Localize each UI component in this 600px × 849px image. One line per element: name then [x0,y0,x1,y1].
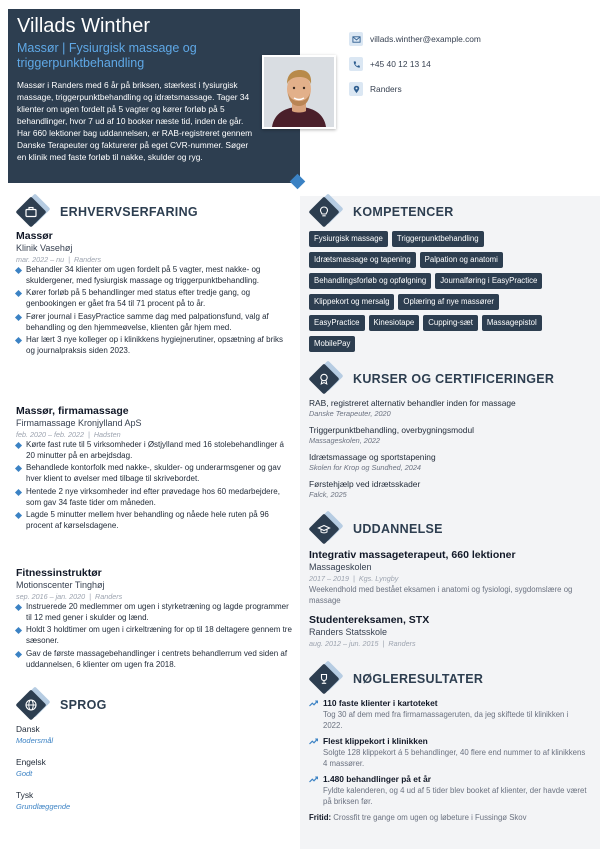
skill-chip: Kinesiotape [369,315,420,331]
skill-chip: Palpation og anatomi [420,252,503,268]
section-header-experience [16,197,198,227]
freetime-text: Crossfit tre gange om ugen og løbeture i Fussingø Skov [333,813,527,822]
award-ribbon-icon [309,364,339,394]
skill-chip: Triggerpunktbehandling [392,231,484,247]
header-box [8,9,300,183]
course-meta: Falck, 2025 [309,490,347,499]
section-header-courses [309,364,554,394]
bullet-item: Behandler 34 klienter om ugen fordelt på 5 vagter, mest nakke- og skuldergener, med fysiurgisk massage og triggerpunktbehandling. [16,265,292,286]
skill-chip: Cupping-sæt [423,315,478,331]
education-period: 2017 – 2019 [309,574,349,583]
education-title: Studentereksamen, STX [309,614,430,626]
contact-location [349,82,481,96]
education-meta: 2017 – 2019 | Kgs. Lyngby [309,574,399,583]
section-header-skills [309,197,454,227]
language-level: Godt [16,769,33,778]
job-meta: sep. 2016 – jan. 2020 | Randers [16,592,123,601]
course-name: RAB, registreret alternativ behandler inden for massage [309,398,516,408]
result-title: 1.480 behandlinger på et år [323,774,431,784]
education-meta: aug. 2012 – jun. 2015 | Randers [309,639,416,648]
freetime-line [309,812,589,823]
bullet-item: Instruerede 20 medlemmer om ugen i styrketræning og lagde programmer til 12 med gener i skulder og lænd. [16,602,292,623]
section-title-skills: KOMPETENCER [353,205,454,219]
bullet-item: Behandlede kontorfolk med nakke-, skulder- og underarmsgener og gav hver klient to øvelser med tilbage til skrivebordet. [16,463,292,484]
skill-chip: Oplæring af nye massører [398,294,499,310]
phone-text: +45 40 12 13 14 [370,59,431,69]
bullet-item: Kører forløb på 5 behandlinger med status efter tredje gang, og genbookingen er gået fra 54 til 71 procent på to år. [16,288,292,309]
briefcase-icon [16,197,46,227]
result-item [309,698,589,731]
education-place: Kgs. Lyngby [358,574,399,583]
course-meta: Danske Terapeuter, 2020 [309,409,391,418]
job-entry-2 [16,405,292,534]
job-period: feb. 2020 – feb. 2022 [16,430,84,439]
language-name: Tysk [16,790,34,800]
course-name: Triggerpunktbehandling, overbygningsmodul [309,425,474,435]
result-description: Solgte 128 klippekort á 5 behandlinger, 40 flere end nummer to af klinikkens 4 massører. [323,748,586,768]
education-period: aug. 2012 – jun. 2015 [309,639,379,648]
skill-chip: Massagepistol [482,315,542,331]
job-title: Massør [16,230,53,242]
skills-list [309,231,559,357]
trend-up-icon [309,738,318,745]
result-description: Fyldte kalenderen, og 4 ud af 5 tider blev booket af klienter, der havde været på briksen før. [323,786,587,806]
result-title: Flest klippekort i klinikken [323,736,428,746]
bullet-item: Holdt 3 holdtimer om ugen i cirkeltræning for op til 18 deltagere gennem tre sæsoner. [16,625,292,646]
job-title: Massør, firmamassage [16,405,129,417]
skill-chip: Behandlingsforløb og opfølgning [309,273,431,289]
course-name: Idrætsmassage og sportstapening [309,452,436,462]
language-name: Dansk [16,724,40,734]
trophy-icon [309,664,339,694]
skill-chip: Idrætsmassage og tapening [309,252,416,268]
language-name: Engelsk [16,757,46,767]
job-period: mar. 2022 – nu [16,255,65,264]
job-entry-1 [16,230,292,359]
globe-icon [16,690,46,720]
section-title-results: NØGLERESULTATER [353,672,484,686]
graduation-cap-icon [309,514,339,544]
job-bullets [16,602,292,670]
job-period: sep. 2016 – jan. 2020 [16,592,86,601]
section-title-courses: KURSER OG CERTIFICERINGER [353,372,555,386]
education-school: Randers Statsskole [309,627,388,637]
job-meta: feb. 2020 – feb. 2022 | Hadsten [16,430,121,439]
location-text: Randers [370,84,402,94]
skill-chip: EasyPractice [309,315,365,331]
section-title-languages: SPROG [60,698,107,712]
courses-list [309,398,589,506]
bullet-item: Fører journal i EasyPractice samme dag med palpationsfund, valg af behandling og den hjemmeøvelse, klienten går hjem med. [16,312,292,333]
profile-summary: Massør i Randers med 6 år på briksen, stærkest i fysiurgisk massage, triggerpunktbehandling og idrætsmassage. Tager 34 klienter om ugen fordelt på 5 vagter og kører forløb på 5 behandlinger, hvor 7 ud af 10 booker næste tid, inden de går. Har 660 lektioner bag uddannelsen, er RAB-registreret gennem Danske Terapeuter og fakturerer på eget CVR-nummer. Søger en klinik med faste forløb til nakke, skulder og ryg. [17,80,253,162]
job-bullets [16,265,292,357]
lightbulb-icon [309,197,339,227]
bullet-item: Kørte fast rute til 5 virksomheder i Østjylland med 16 stolebehandlinger á 20 minutter på en arbejdsdag. [16,440,292,461]
skill-chip: MobilePay [309,336,355,352]
portrait-image [264,57,334,127]
bullet-item: Har lært 3 nye kolleger op i klinikkens hygiejnerutiner, opsætning af briks og journalpraksis siden 2023. [16,335,292,356]
education-school: Massageskolen [309,562,372,572]
section-title-experience: ERHVERVSERFARING [60,205,198,219]
job-company: Motionscenter Tinghøj [16,580,105,590]
location-pin-icon [349,82,363,96]
contact-info [349,32,481,107]
freetime-label: Fritid: [309,813,332,822]
phone-icon [349,57,363,71]
skill-chip: Klippekort og mersalg [309,294,394,310]
course-name: Førstehjælp ved idrætsskader [309,479,421,489]
section-header-languages [16,690,107,720]
job-place: Randers [73,255,102,264]
job-company: Firmamassage Kronjylland ApS [16,418,142,428]
candidate-name: Villads Winther [17,15,151,37]
language-level: Grundlæggende [16,802,71,811]
education-list [309,549,589,649]
section-header-results [309,664,483,694]
email-text: villads.winther@example.com [370,34,481,44]
languages-list [16,724,292,823]
education-description: Weekendhold med bestået eksamen i anatomi og fysiologi, sygdomslære og massage [309,585,573,605]
job-place: Randers [95,592,123,601]
language-level: Modersmål [16,736,54,745]
skill-chip: Fysiurgisk massage [309,231,388,247]
section-header-education [309,514,443,544]
job-entry-3 [16,567,292,672]
result-title: 110 faste klienter i kartoteket [323,698,438,708]
job-company: Klinik Vasehøj [16,243,73,253]
bullet-item: Hentede 2 nye virksomheder ind efter prøvedage hos 60 medarbejdere, som gav 34 faste tider om måneden. [16,487,292,508]
trend-up-icon [309,776,318,783]
job-meta: mar. 2022 – nu | Randers [16,255,102,264]
education-title: Integrativ massageterapeut, 660 lektioner [309,549,516,561]
job-place: Hadsten [93,430,121,439]
candidate-role: Massør | Fysiurgisk massage og triggerpunktbehandling [17,41,197,70]
result-description: Tog 30 af dem med fra firmamassageruten, da jeg skiftede til klinikken i 2022. [323,710,569,730]
profile-photo [262,55,336,129]
result-item [309,774,589,807]
section-title-education: UDDANNELSE [353,522,443,536]
result-item [309,736,589,769]
results-list [309,698,589,823]
course-meta: Skolen for Krop og Sundhed, 2024 [309,463,421,472]
contact-phone[interactable] [349,57,481,71]
skill-chip: Journalføring i EasyPractice [435,273,542,289]
course-meta: Massageskolen, 2022 [309,436,380,445]
bullet-item: Gav de første massagebehandlinger i centrets behandlerrum ved siden af uddannelsen, 6 klienter om ugen fra 2018. [16,649,292,670]
bullet-item: Lagde 5 minutter mellem hver behandling og nåede hele ruten på 96 procent af kørselsdagene. [16,510,292,531]
job-bullets [16,440,292,532]
trend-up-icon [309,700,318,707]
education-place: Randers [388,639,416,648]
mail-icon [349,32,363,46]
contact-email[interactable] [349,32,481,46]
job-title: Fitnessinstruktør [16,567,102,579]
